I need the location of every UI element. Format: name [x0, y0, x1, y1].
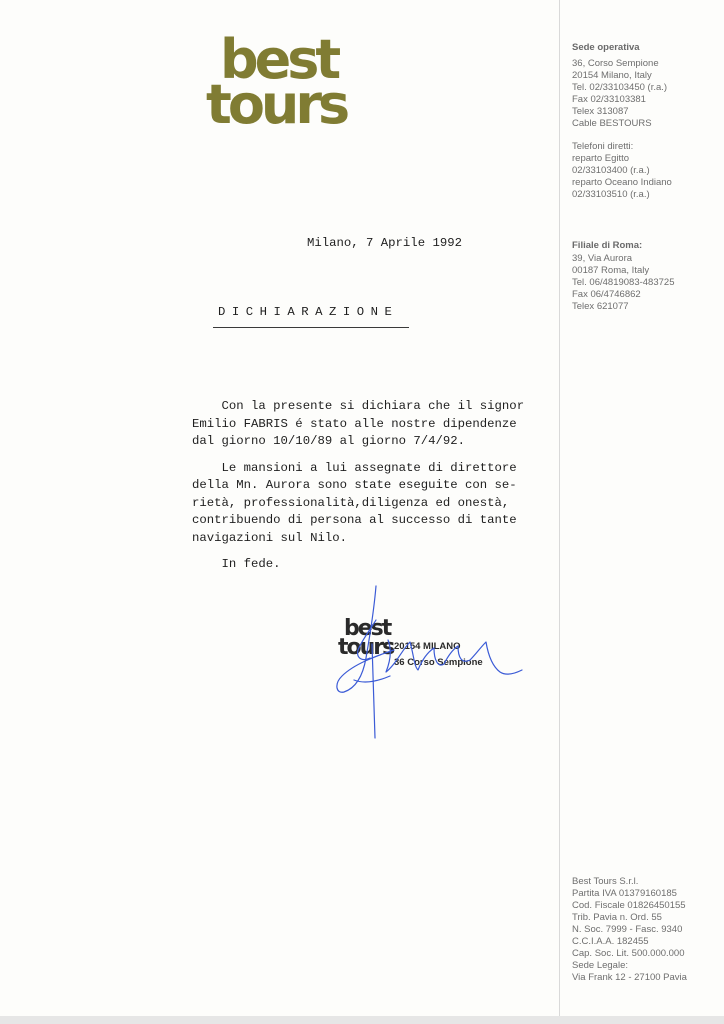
letter-date: Milano, 7 Aprile 1992: [307, 236, 462, 250]
sede-line: Fax 02/33103381: [572, 94, 646, 105]
roma-line: 00187 Roma, Italy: [572, 265, 650, 276]
body-line: contribuendo di persona al successo di tante: [192, 513, 517, 527]
logo-line-2: tours: [206, 73, 347, 136]
telefoni-line: 02/33103510 (r.a.): [572, 189, 650, 200]
body-line: Emilio FABRIS é stato alle nostre dipendenze: [192, 416, 517, 431]
legal-line: Trib. Pavia n. Ord. 55: [572, 912, 662, 923]
roma-line: Tel. 06/4819083-483725: [572, 277, 675, 288]
body-paragraph: [192, 460, 552, 548]
signature-stroke: [337, 586, 394, 692]
body-line: In fede.: [192, 557, 281, 571]
sidebar-company-legal: [572, 876, 687, 984]
telefoni-line: 02/33103400 (r.a.): [572, 165, 650, 176]
stamp-address-line: 20154 MILANO: [394, 641, 461, 652]
roma-line: Telex 621077: [572, 301, 629, 312]
body-line: Le mansioni a lui assegnate di direttore: [192, 460, 517, 475]
roma-line: 39, Via Aurora: [572, 253, 633, 264]
sede-line: Cable BESTOURS: [572, 118, 652, 129]
body-line: Con la presente si dichiara che il signor: [192, 399, 525, 413]
body-paragraph: [192, 398, 552, 451]
sede-operativa-heading: Sede operativa: [572, 42, 640, 53]
sidebar-telefoni-diretti: [572, 141, 672, 201]
sidebar-filiale-roma: [572, 240, 674, 313]
sidebar-sede-operativa: [572, 42, 667, 130]
body-line: dal giorno 10/10/89 al giorno 7/4/92.: [192, 434, 466, 448]
legal-line: N. Soc. 7999 - Fasc. 9340: [572, 924, 683, 935]
legal-line: Via Frank 12 - 27100 Pavia: [572, 972, 687, 983]
letter-body: [192, 398, 552, 583]
body-paragraph: [192, 556, 552, 574]
legal-line: Sede Legale:: [572, 960, 628, 971]
title-underline: [213, 327, 409, 328]
stamp-logo-line-2: tours: [338, 635, 394, 660]
sede-line: Tel. 02/33103450 (r.a.): [572, 82, 668, 93]
legal-line: Cap. Soc. Lit. 500.000.000: [572, 948, 685, 959]
signature-stroke: [386, 640, 522, 674]
document-title: DICHIARAZIONE: [218, 305, 399, 319]
handwritten-signature: [330, 580, 530, 745]
stamp-logo-line-1: best: [344, 616, 391, 641]
stamp-address-line: 36 Corso Sempione: [394, 657, 483, 668]
telefoni-line: reparto Oceano Indiano: [572, 177, 672, 188]
body-line: rietà, professionalità,diligenza ed onestà,: [192, 495, 510, 510]
sede-line: Telex 313087: [572, 106, 629, 117]
filiale-roma-heading: Filiale di Roma:: [572, 240, 643, 251]
sidebar-divider: [559, 0, 560, 1016]
legal-line: Cod. Fiscale 01826450155: [572, 900, 686, 911]
best-tours-logo: [206, 28, 356, 136]
roma-line: Fax 06/4746862: [572, 289, 641, 300]
sede-line: 36, Corso Sempione: [572, 58, 659, 69]
legal-line: C.C.I.A.A. 182455: [572, 936, 649, 947]
page-bottom-edge: [0, 1016, 724, 1024]
logo-line-1: best: [220, 28, 338, 91]
body-line: navigazioni sul Nilo.: [192, 530, 347, 545]
telefoni-line: Telefoni diretti:: [572, 141, 634, 152]
body-line: della Mn. Aurora sono state eseguite con se-: [192, 478, 517, 492]
sede-line: 20154 Milano, Italy: [572, 70, 652, 81]
legal-line: Partita IVA 01379160185: [572, 888, 677, 899]
legal-line: Best Tours S.r.l.: [572, 876, 639, 887]
telefoni-line: reparto Egitto: [572, 153, 630, 164]
